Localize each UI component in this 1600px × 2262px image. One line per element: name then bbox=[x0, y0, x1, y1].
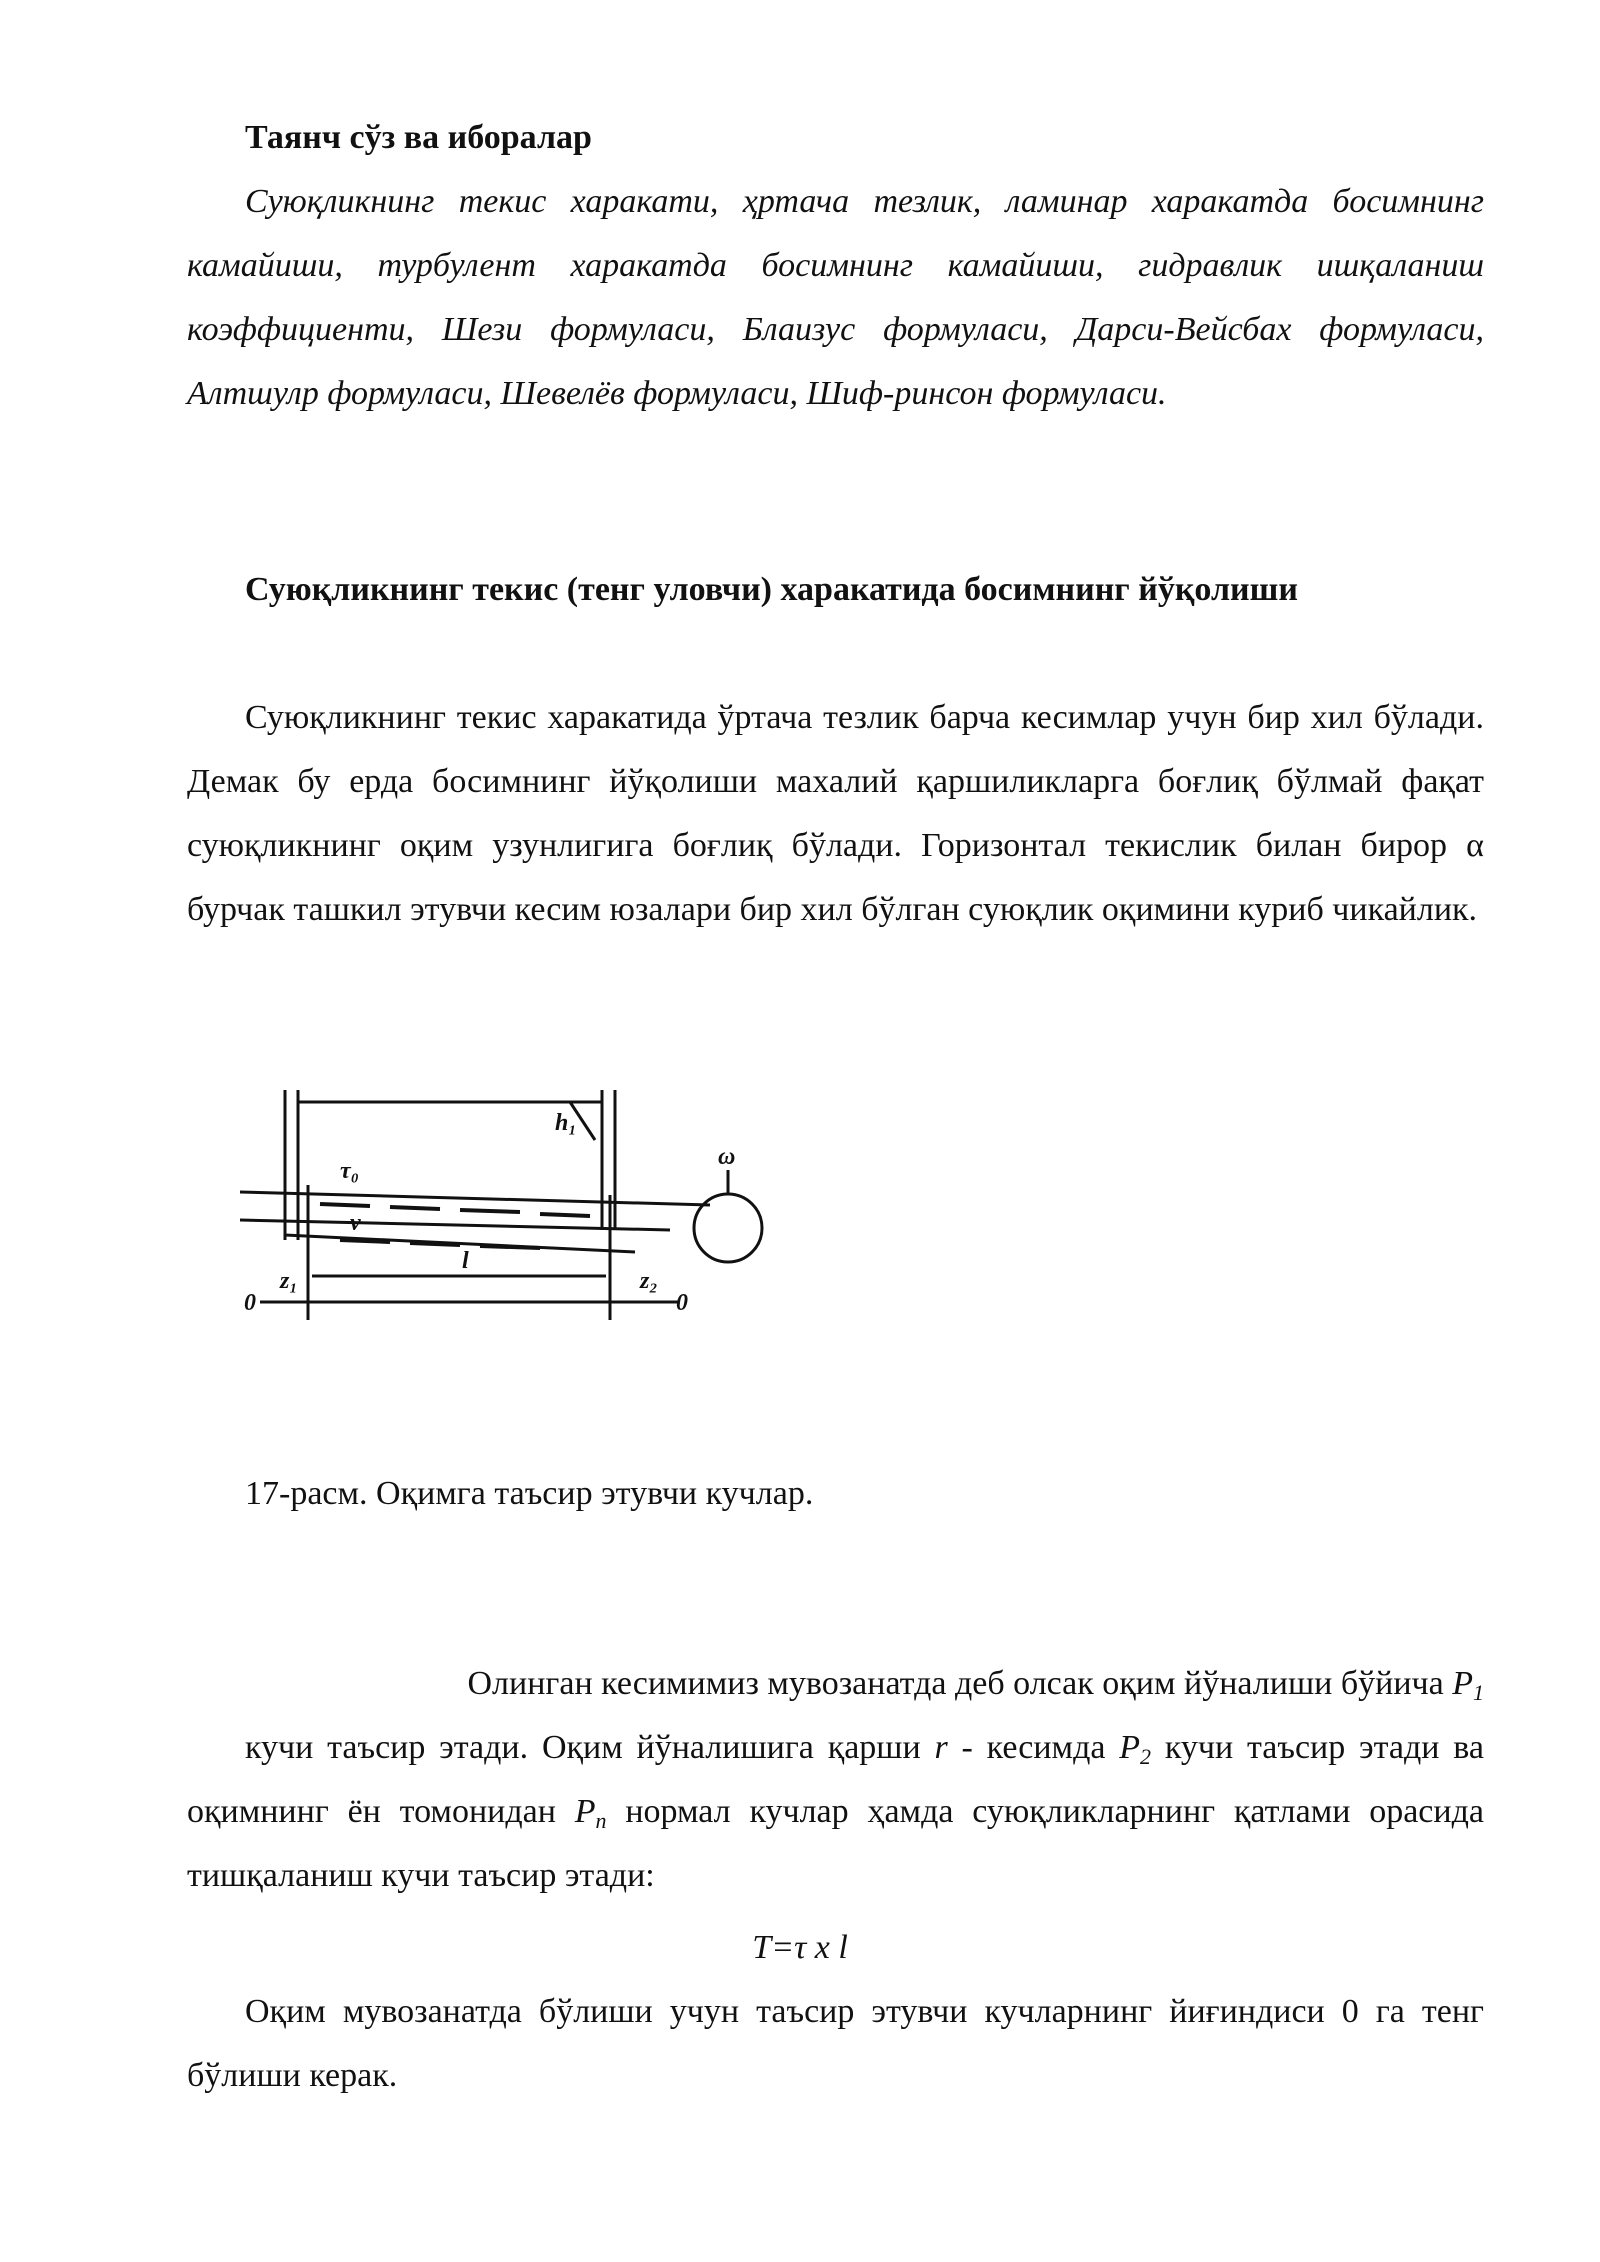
keywords-text: Суюқликнинг текис харакати, ҳртача тезлик, ламинар харакатда босимнинг камайиши, турбулент харакатда босимнинг камайиши, гидравлик ишқаланиш коэффициенти, Шези формуласи, Блаизус формуласи, Дарси-Вейсбах формуласи, Алтшулр формуласи, Шевелёв формуласи, Шиф-ринсон формуласи. bbox=[187, 183, 1484, 412]
datum-left-label: 0 bbox=[244, 1290, 256, 1316]
datum-right-label: 0 bbox=[676, 1290, 688, 1316]
friction-formula: T=τ x l bbox=[752, 1929, 848, 1966]
velocity-label: v bbox=[350, 1210, 361, 1236]
section-paragraph: Суюқликнинг текис харакатида ўртача тезлик барча кесимлар учун бир хил бўлади. Демак бу ерда босимнинг йўқолиши махалий қаршиликларга боғлиқ бўлмай фақат суюқликнинг оқим узунлигига боғлиқ бўлади. Горизонтал текислик билан бирор α бурчак ташкил этувчи кесим юзалари бир хил бўлган суюқлик оқимини куриб чикайлик. bbox=[187, 699, 1484, 928]
section-title: Суюқликнинг текис (тенг уловчи) харакатида босимнинг йўқолиши bbox=[245, 571, 1298, 608]
z2-label: z₂ bbox=[640, 1268, 658, 1294]
head-label: h₁ bbox=[555, 1110, 577, 1136]
omega-label: ω bbox=[718, 1144, 736, 1170]
equilibrium-conclusion: Оқим мувозанатда бўлиши учун таъсир этувчи кучларнинг йиғиндиси 0 га тенг бўлиши керак. bbox=[187, 1993, 1484, 2094]
tau-label: τ₀ bbox=[340, 1158, 360, 1184]
length-label: l bbox=[462, 1248, 469, 1274]
z1-label: z₁ bbox=[280, 1268, 298, 1294]
equilibrium-line-1: Олинган кесимимиз мувозанатда деб олсак оқим йўналиши бўйича $P_1$ bbox=[467, 1665, 1484, 1705]
equilibrium-paragraph: кучи таъсир этади. Оқим йўналишига қарши r - кесимда $P_2$ кучи таъсир этади ва оқимнинг ён томонидан $P_n$ нормал кучлар ҳамда суюқликларнинг қатлами орасида тишқаланиш кучи таъсир этади: bbox=[187, 1729, 1484, 1894]
flow-forces-figure bbox=[240, 1080, 800, 1330]
figure-caption: 17-расм. Оқимга таъсир этувчи кучлар. bbox=[245, 1475, 814, 1512]
keywords-heading: Таянч сўз ва иборалар bbox=[245, 119, 592, 156]
